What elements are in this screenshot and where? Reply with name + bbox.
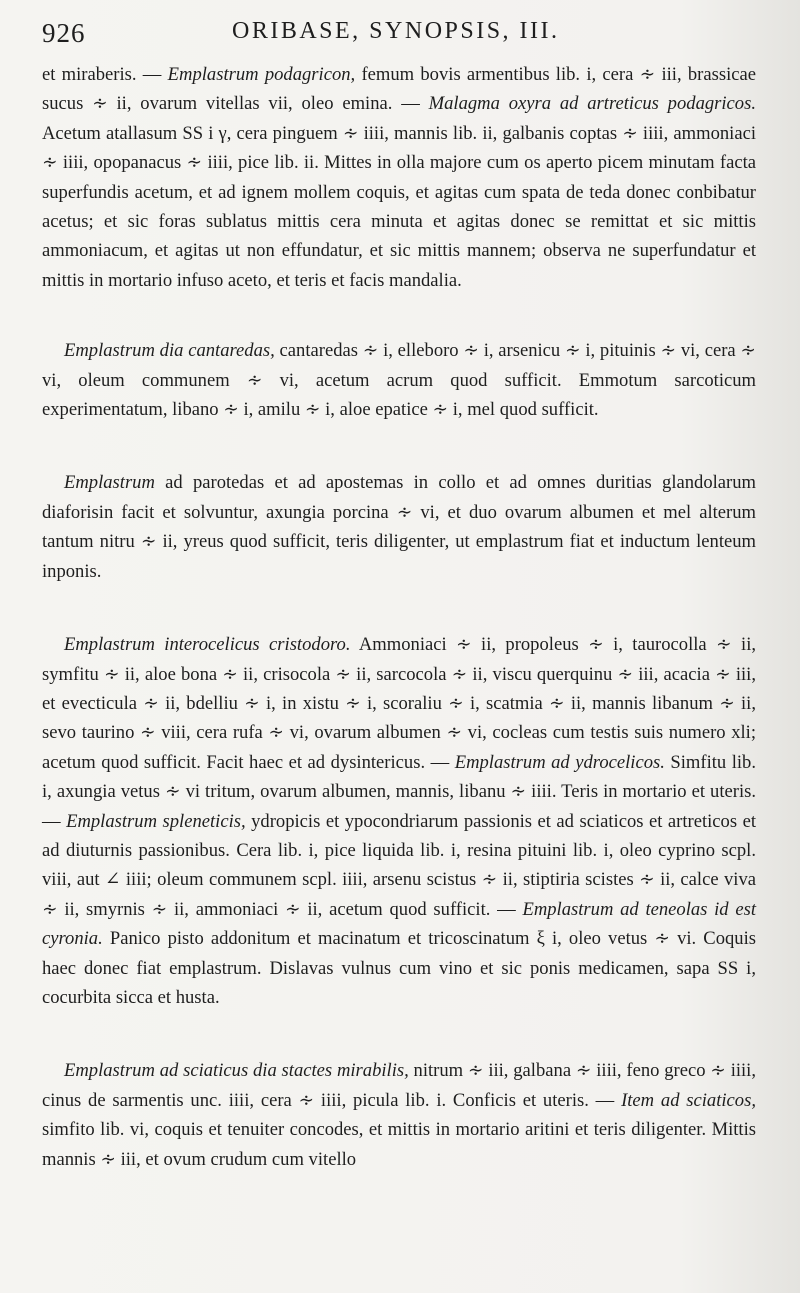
text-run: ydropicis et ypocondriarum passionis et ad sciaticos et artreticos et ad diuturnis passionibus. Cera lib. i, pice liquida lib. i, resina pituini lib. i, oleo cyprino scpl. viii, aut ∠ iiii; oleum communem scpl. iiii, arsenu scistus ∻ ii, stiptiria scistes ∻ ii, calce viva ∻ ii, smyrnis ∻ ii, ammoniaci ∻ ii, acetum quod sufficit. —	[42, 810, 756, 920]
italic-text-run: Malagma oxyra ad artreticus podagricos.	[428, 93, 756, 115]
paragraph	[42, 1056, 756, 1174]
running-title: ORIBASE, SYNOPSIS, III.	[232, 18, 560, 44]
italic-text-run: Emplastrum interocelicus cristodoro.	[64, 634, 351, 656]
text-run: nitrum ∻ iii, galbana ∻ iiii, feno greco ∻ iiii, cinus de sarmentis unc. iiii, cera ∻ iiii, picula lib. i. Conficis et uteris. —	[42, 1060, 756, 1111]
paragraph	[42, 336, 756, 424]
page-header	[42, 14, 782, 54]
paragraph	[42, 630, 756, 1012]
italic-text-run: Item ad sciaticos,	[621, 1089, 756, 1111]
italic-text-run: Emplastrum ad ydrocelicos.	[454, 751, 665, 773]
text-run: Ammoniaci ∻ ii, propoleus ∻ i, taurocolla ∻ ii, symfitu ∻ ii, aloe bona ∻ ii, crisocola ∻ ii, sarcocola ∻ ii, viscu querquinu ∻ iii, acacia ∻ iii, et evecticula ∻ ii, bdelliu ∻ i, in xistu ∻ i, scoraliu ∻ i, scatmia ∻ ii, mannis libanum ∻ ii, sevo taurino ∻ viii, cera rufa ∻ vi, ovarum albumen ∻ vi, cocleas cum testis suis numero xli; acetum quod sufficit. Facit haec et ad dysintericus. —	[42, 634, 757, 773]
text-run: Panico pisto addonitum et macinatum et tricoscinatum ξ i, oleo vetus ∻ vi. Coquis haec donec fiat emplastrum. Dislavas vulnus cum vino et sic ponis medicamen, sapa SS i, cocurbita sicca et husta.	[42, 928, 756, 1008]
text-run: Acetum atallasum SS i γ, cera pinguem ∻ iiii, mannis lib. ii, galbanis coptas ∻ iiii, ammoniaci ∻ iiii, opopanacus ∻ iiii, pice lib. ii. Mittes in olla majore cum os aperto picem minutam facta superfundis acetum, et ad ignem mollem coquis, et agitas cum spata de teda donec conbibatur acetus; et sic foras sublatus mittis cera minuta et agitas donec se remittat et sic mittis ammoniacum, et agitas ut non effundatur, et sic mittis mannem; observa ne superfundatur et mittis in mortario infuso aceto, et teris et facis mandalia.	[42, 122, 756, 291]
page-number: 926	[42, 18, 86, 48]
paragraph	[42, 468, 756, 586]
text-run: cantaredas ∻ i, elleboro ∻ i, arsenicu ∻ i, pituinis ∻ vi, cera ∻ vi, oleum communem ∻ vi, acetum acrum quod sufficit. Emmotum sarcoticum experimentatum, libano ∻ i, amilu ∻ i, aloe epatice ∻ i, mel quod sufficit.	[42, 340, 756, 421]
page-body	[42, 60, 756, 1174]
text-run: simfito lib. vi, coquis et tenuiter concodes, et mittis in mortario aritini et teris diligenter. Mittis mannis ∻ iii, et ovum crudum cum vitello	[42, 1119, 756, 1170]
italic-text-run: Emplastrum spleneticis,	[66, 810, 246, 832]
italic-text-run: Emplastrum ad sciaticus dia stactes mirabilis,	[64, 1060, 409, 1082]
italic-text-run: Emplastrum podagricon,	[167, 64, 356, 85]
italic-text-run: Emplastrum ad teneolas id est cyronia.	[42, 898, 756, 950]
italic-text-run: Emplastrum dia cantaredas,	[64, 340, 275, 362]
text-run: femum bovis armentibus lib. i, cera ∻ iii, brassicae sucus ∻ ii, ovarum vitellas vii, oleo emina. —	[42, 64, 756, 115]
text-run: et miraberis. —	[42, 64, 168, 85]
italic-text-run: Emplastrum	[64, 472, 155, 494]
paragraph	[42, 60, 756, 295]
text-run: Simfitu lib. i, axungia vetus ∻ vi tritum, ovarum albumen, mannis, libanu ∻ iiii. Teris in mortario et uteris. —	[42, 751, 756, 832]
text-run: ad parotedas et ad apostemas in collo et ad omnes duritias glandolarum diaforisin facit et solvuntur, axungia porcina ∻ vi, et duo ovarum albumen et mel alterum tantum nitru ∻ ii, yreus quod sufficit, teris diligenter, ut emplastrum fiat et inductum lenteum inponis.	[42, 472, 756, 582]
